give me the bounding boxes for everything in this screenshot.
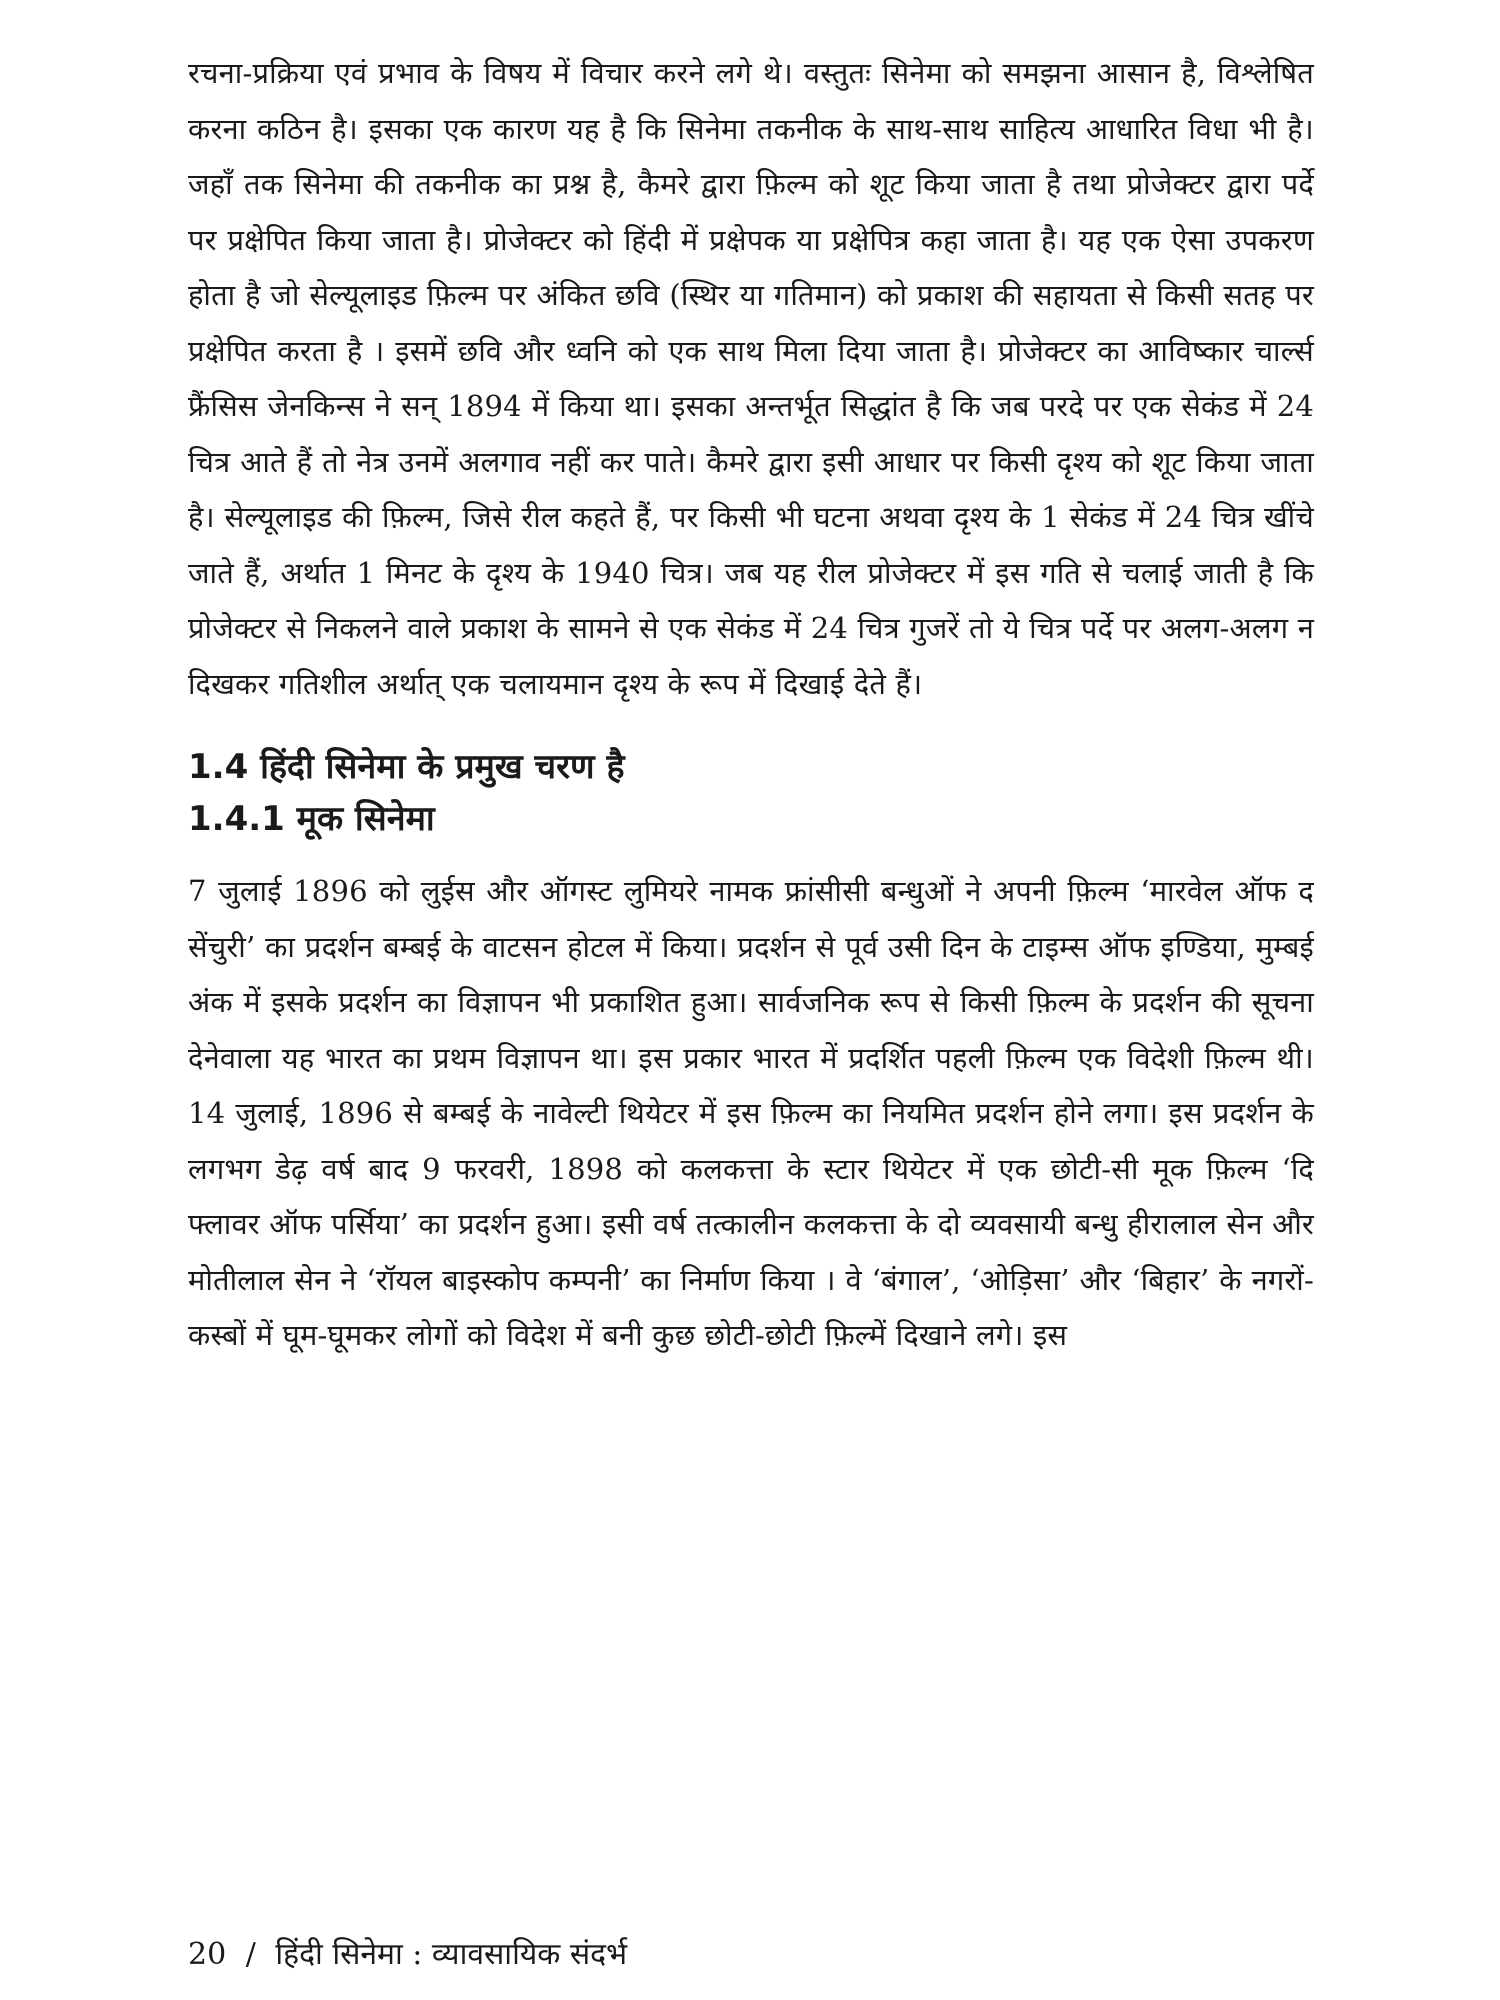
paragraph-intro: रचना-प्रक्रिया एवं प्रभाव के विषय में विचार करने लगे थे। वस्तुतः सिनेमा को समझना आसान है, विश्लेषित करना कठिन है। इसका एक कारण यह है कि सिनेमा तकनीक के साथ-साथ साहित्य आधारित विधा भी है। जहाँ तक सिनेमा की तकनीक का प्रश्न है, कैमरे द्वारा फ़िल्म को शूट किया जाता है तथा प्रोजेक्टर द्वारा पर्दे पर प्रक्षेपित किया जाता है। प्रोजेक्टर को हिंदी में प्रक्षेपक या प्रक्षेपित्र कहा जाता है। यह एक ऐसा उपकरण होता है जो सेल्यूलाइड फ़िल्म पर अंकित छवि (स्थिर या गतिमान) को प्रकाश की सहायता से किसी सतह पर प्रक्षेपित करता है । इसमें छवि और ध्वनि को एक साथ मिला दिया जाता है। प्रोजेक्टर का आविष्कार चार्ल्स फ्रैंसिस जेनकिन्स ने सन् 1894 में किया था। इसका अन्तर्भूत सिद्धांत है कि जब परदे पर एक सेकंड में 24 चित्र आते हैं तो नेत्र उनमें अलगाव नहीं कर पाते। कैमरे द्वारा इसी आधार पर किसी दृश्य को शूट किया जाता है। सेल्यूलाइड की फ़िल्म, जिसे रील कहते हैं, पर किसी भी घटना अथवा दृश्य के 1 सेकंड में 24 चित्र खींचे जाते हैं, अर्थात 1 मिनट के दृश्य के 1940 चित्र। जब यह रील प्रोजेक्टर में इस गति से चलाई जाती है कि प्रोजेक्टर से निकलने वाले प्रकाश के सामने से एक सेकंड में 24 चित्र गुजरें तो ये चित्र पर्दे पर अलग-अलग न दिखकर गतिशील अर्थात् एक चलायमान दृश्य के रूप में दिखाई देते हैं। xyxy=(188,56,1314,701)
book-title: हिंदी सिनेमा : व्यावसायिक संदर्भ xyxy=(275,1937,628,1972)
subsection-heading: 1.4.1 मूक सिनेमा xyxy=(188,799,435,839)
paragraph-silent-cinema: 7 जुलाई 1896 को लुईस और ऑगस्ट लुमियरे नामक फ्रांसीसी बन्धुओं ने अपनी फ़िल्म ‘मारवेल ऑफ द सेंचुरी’ का प्रदर्शन बम्बई के वाटसन होटल में किया। प्रदर्शन से पूर्व उसी दिन के टाइम्स ऑफ इण्डिया, मुम्बई अंक में इसके प्रदर्शन का विज्ञापन भी प्रकाशित हुआ। सार्वजनिक रूप से किसी फ़िल्म के प्रदर्शन की सूचना देनेवाला यह भारत का प्रथम विज्ञापन था। इस प्रकार भारत में प्रदर्शित पहली फ़िल्म एक विदेशी फ़िल्म थी। 14 जुलाई, 1896 से बम्बई के नावेल्टी थियेटर में इस फ़िल्म का नियमित प्रदर्शन होने लगा। इस प्रदर्शन के लगभग डेढ़ वर्ष बाद 9 फरवरी, 1898 को कलकत्ता के स्टार थियेटर में एक छोटी-सी मूक फ़िल्म ‘दि फ्लावर ऑफ पर्सिया’ का प्रदर्शन हुआ। इसी वर्ष तत्कालीन कलकत्ता के दो व्यवसायी बन्धु हीरालाल सेन और मोतीलाल सेन ने ‘रॉयल बाइस्कोप कम्पनी’ का निर्माण किया । वे ‘बंगाल’, ‘ओड़िसा’ और ‘बिहार’ के नगरों-कस्बों में घूम-घूमकर लोगों को विदेश में बनी कुछ छोटी-छोटी फ़िल्में दिखाने लगे। इस xyxy=(188,874,1314,1352)
page-number: 20 xyxy=(188,1937,227,1972)
footer-separator: / xyxy=(245,1937,256,1972)
section-heading: 1.4 हिंदी सिनेमा के प्रमुख चरण है xyxy=(188,747,625,787)
page-body xyxy=(188,46,1314,1364)
page-footer xyxy=(188,1935,627,1975)
